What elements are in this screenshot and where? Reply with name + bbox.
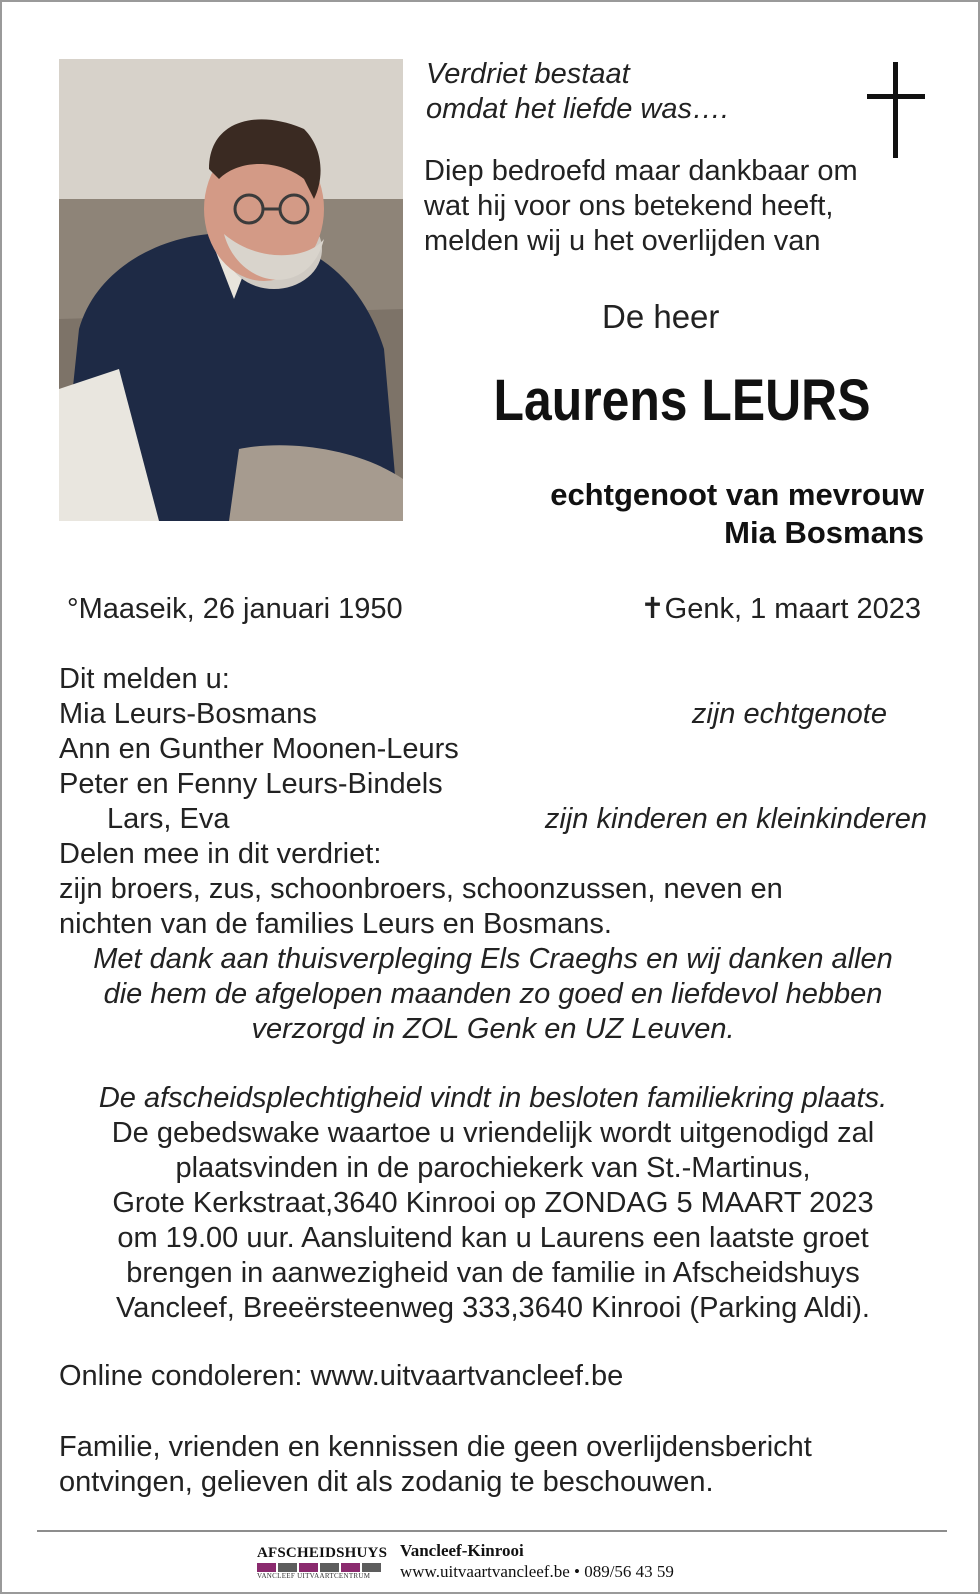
funeral-home-info xyxy=(400,1540,674,1583)
share-line: zijn broers, zus, schoonbroers, schoonzussen, neven en xyxy=(59,873,783,905)
thanks-line: Met dank aan thuisverpleging Els Craeghs en wij danken allen xyxy=(93,943,893,975)
family-intro: Dit melden u: xyxy=(59,663,230,695)
share-line: nichten van de families Leurs en Bosmans. xyxy=(59,908,612,940)
funeral-home-name: Vancleef-Kinrooi xyxy=(400,1541,524,1560)
family-member: Mia Leurs-Bosmans xyxy=(59,698,317,730)
family-member: Ann en Gunther Moonen-Leurs xyxy=(59,733,459,765)
closing-line: ontvingen, gelieven dit als zodanig te beschouwen. xyxy=(59,1466,714,1498)
intro-text xyxy=(424,154,904,259)
ceremony-line: plaatsvinden in de parochiekerk van St.-Martinus, xyxy=(175,1152,811,1184)
footer-divider xyxy=(37,1530,947,1532)
family-member: Lars, Eva xyxy=(107,803,230,835)
ceremony-line: Grote Kerkstraat,3640 Kinrooi op ZONDAG 5 MAART 2023 xyxy=(112,1187,874,1219)
ceremony-line: om 19.00 uur. Aansluitend kan u Laurens een laatste groet xyxy=(117,1222,869,1254)
death-info: ✝Genk, 1 maart 2023 xyxy=(640,593,921,625)
birth-info: °Maaseik, 26 januari 1950 xyxy=(67,593,403,625)
spouse-name: Mia Bosmans xyxy=(724,515,924,550)
family-row xyxy=(59,732,927,767)
ceremony-line: De afscheidsplechtigheid vindt in besloten familiekring plaats. xyxy=(98,1082,888,1114)
ceremony-line: brengen in aanwezigheid van de familie in Afscheidshuys xyxy=(126,1257,860,1289)
family-member: Peter en Fenny Leurs-Bindels xyxy=(59,768,443,800)
share-intro: Delen mee in dit verdriet: xyxy=(59,838,382,870)
family-relation: zijn echtgenote xyxy=(691,698,887,730)
ceremony-text xyxy=(59,1081,927,1326)
spouse-line: echtgenoot van mevrouw xyxy=(550,477,924,512)
funeral-home-logo xyxy=(257,1544,388,1580)
thanks-text xyxy=(59,942,927,1047)
portrait-photo xyxy=(59,59,403,521)
cross-icon xyxy=(867,62,927,158)
family-row xyxy=(59,697,927,732)
funeral-home-contact: www.uitvaartvancleef.be • 089/56 43 59 xyxy=(400,1562,674,1581)
online-condolence: Online condoleren: www.uitvaartvancleef.be xyxy=(59,1360,624,1392)
intro-line: Diep bedroefd maar dankbaar om xyxy=(424,155,858,187)
quote-line: omdat het liefde was…. xyxy=(426,93,730,125)
ceremony-line: De gebedswake waartoe u vriendelijk wordt uitgenodigd zal xyxy=(111,1117,875,1149)
intro-line: wat hij voor ons betekend heeft, xyxy=(424,190,834,222)
deceased-name: Laurens LEURS xyxy=(493,368,871,433)
closing-line: Familie, vrienden en kennissen die geen overlijdensbericht xyxy=(59,1431,812,1463)
spouse-info xyxy=(422,476,924,552)
ceremony-line: Vancleef, Breeërsteenweg 333,3640 Kinrooi (Parking Aldi). xyxy=(116,1292,870,1324)
thanks-line: verzorgd in ZOL Genk en UZ Leuven. xyxy=(251,1013,735,1045)
family-list xyxy=(59,662,927,942)
closing-text xyxy=(59,1430,927,1500)
thanks-line: die hem de afgelopen maanden zo goed en liefdevol hebben xyxy=(103,978,883,1010)
quote-line: Verdriet bestaat xyxy=(426,58,630,90)
logo-subtitle: VANCLEEF UITVAARTCENTRUM xyxy=(257,1572,371,1580)
intro-line: melden wij u het overlijden van xyxy=(424,225,821,257)
logo-bar xyxy=(257,1563,383,1572)
family-row xyxy=(59,802,927,837)
quote xyxy=(426,57,846,127)
family-relation: zijn kinderen en kleinkinderen xyxy=(544,803,927,835)
portrait-illustration xyxy=(59,59,403,521)
family-row xyxy=(59,767,927,802)
logo-title: AFSCHEIDSHUYS xyxy=(257,1545,388,1561)
honorific: De heer xyxy=(602,298,720,335)
